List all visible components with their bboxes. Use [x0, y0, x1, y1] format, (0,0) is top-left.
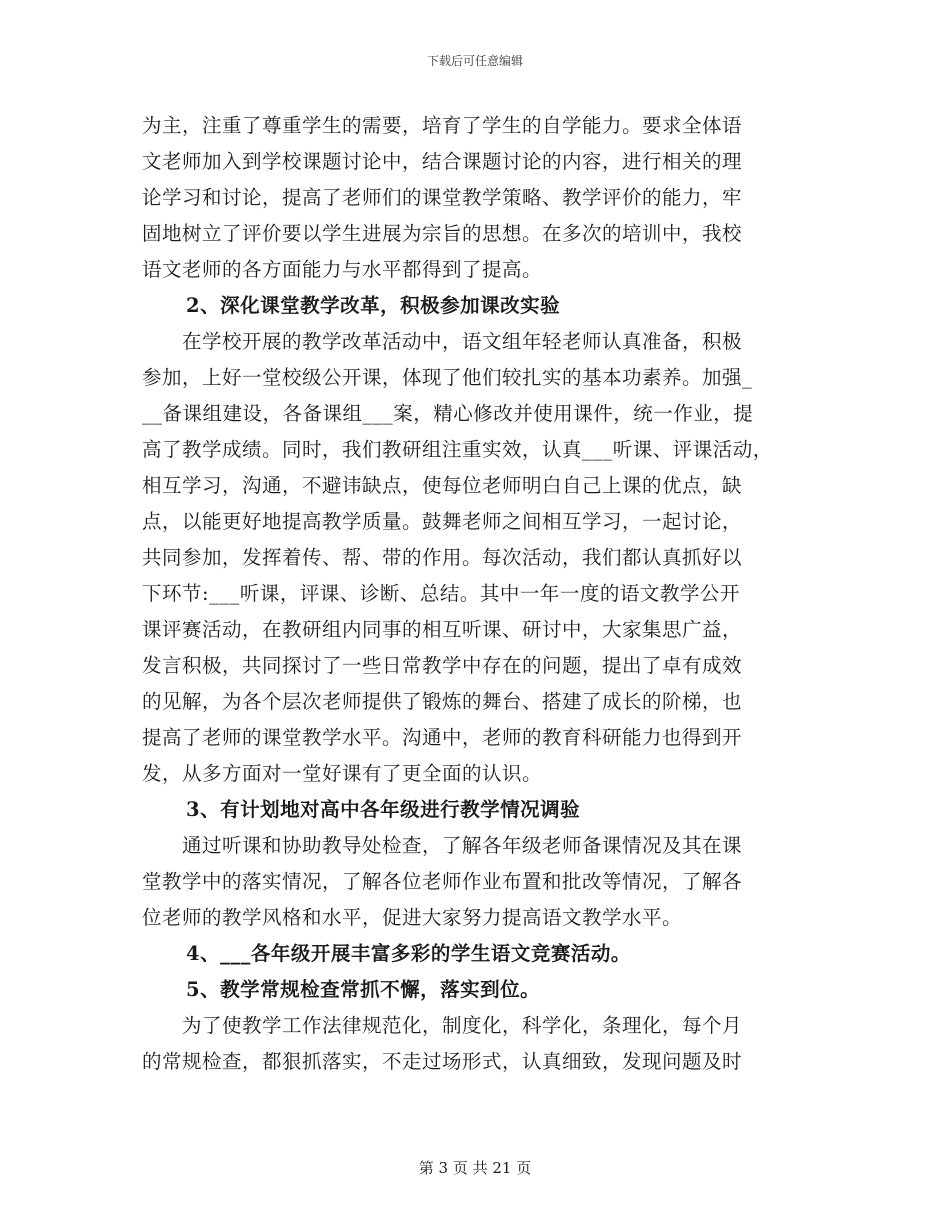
- text-line: 高了教学成绩。同时，我们教研组注重实效，认真___听课、评课活动，: [142, 438, 773, 461]
- text-line: 点，以能更好地提高教学质量。鼓舞老师之间相互学习，一起讨论，: [142, 510, 743, 533]
- text-line: 的常规检查，都狠抓落实，不走过场形式，认真细致，发现问题及时: [142, 1050, 743, 1073]
- text-line: __备课组建设，各备课组___案，精心修改并使用课件，统一作业，提: [142, 402, 754, 425]
- text-line: 课评赛活动，在教研组内同事的相互听课、研讨中，大家集思广益，: [142, 618, 743, 641]
- text-line: 发，从多方面对一堂好课有了更全面的认识。: [142, 762, 543, 785]
- text-line: 文老师加入到学校课题讨论中，结合课题讨论的内容，进行相关的理: [142, 150, 743, 173]
- text-line: 相互学习，沟通，不避讳缺点，使每位老师明白自己上课的优点，缺: [142, 474, 743, 497]
- text-line: 共同参加，发挥着传、帮、带的作用。每次活动，我们都认真抓好以: [142, 546, 743, 569]
- section-heading: 2、深化课堂教学改革，积极参加课改实验: [186, 294, 561, 317]
- text-line: 为了使教学工作法律规范化，制度化，科学化，条理化，每个月: [182, 1014, 743, 1037]
- text-line: 在学校开展的教学改革活动中，语文组年轻老师认真准备，积极: [182, 330, 743, 353]
- document-body: [142, 108, 812, 1080]
- text-line: 为主，注重了尊重学生的需要，培育了学生的自学能力。要求全体语: [142, 114, 743, 137]
- text-line: 下环节:___听课，评课、诊断、总结。其中一年一度的语文教学公开: [142, 582, 740, 605]
- page-header: 下载后可任意编辑: [426, 54, 523, 68]
- section-heading: 5、教学常规检查常抓不懈，落实到位。: [186, 978, 541, 1001]
- text-line: 发言积极，共同探讨了一些日常教学中存在的问题，提出了卓有成效: [142, 654, 743, 677]
- text-line: 位老师的教学风格和水平，促进大家努力提高语文教学水平。: [142, 906, 683, 929]
- text-line: 堂教学中的落实情况，了解各位老师作业布置和批改等情况，了解各: [142, 870, 743, 893]
- section-heading: 3、有计划地对高中各年级进行教学情况调验: [186, 798, 581, 821]
- page-footer: 第 3 页 共 21 页: [418, 1159, 532, 1177]
- text-line: 论学习和讨论，提高了老师们的课堂教学策略、教学评价的能力，牢: [142, 186, 743, 209]
- text-line: 参加，上好一堂校级公开课，体现了他们较扎实的基本功素养。加强_: [142, 366, 753, 389]
- text-line: 提高了老师的课堂教学水平。沟通中，老师的教育科研能力也得到开: [142, 726, 743, 749]
- text-line: 固地树立了评价要以学生进展为宗旨的思想。在多次的培训中，我校: [142, 222, 743, 245]
- text-line: 语文老师的各方面能力与水平都得到了提高。: [142, 258, 543, 281]
- text-line: 通过听课和协助教导处检查，了解各年级老师备课情况及其在课: [182, 834, 743, 857]
- text-line: 的见解，为各个层次老师提供了锻炼的舞台、搭建了成长的阶梯，也: [142, 690, 743, 713]
- section-heading: 4、___各年级开展丰富多彩的学生语文竞赛活动。: [186, 942, 631, 965]
